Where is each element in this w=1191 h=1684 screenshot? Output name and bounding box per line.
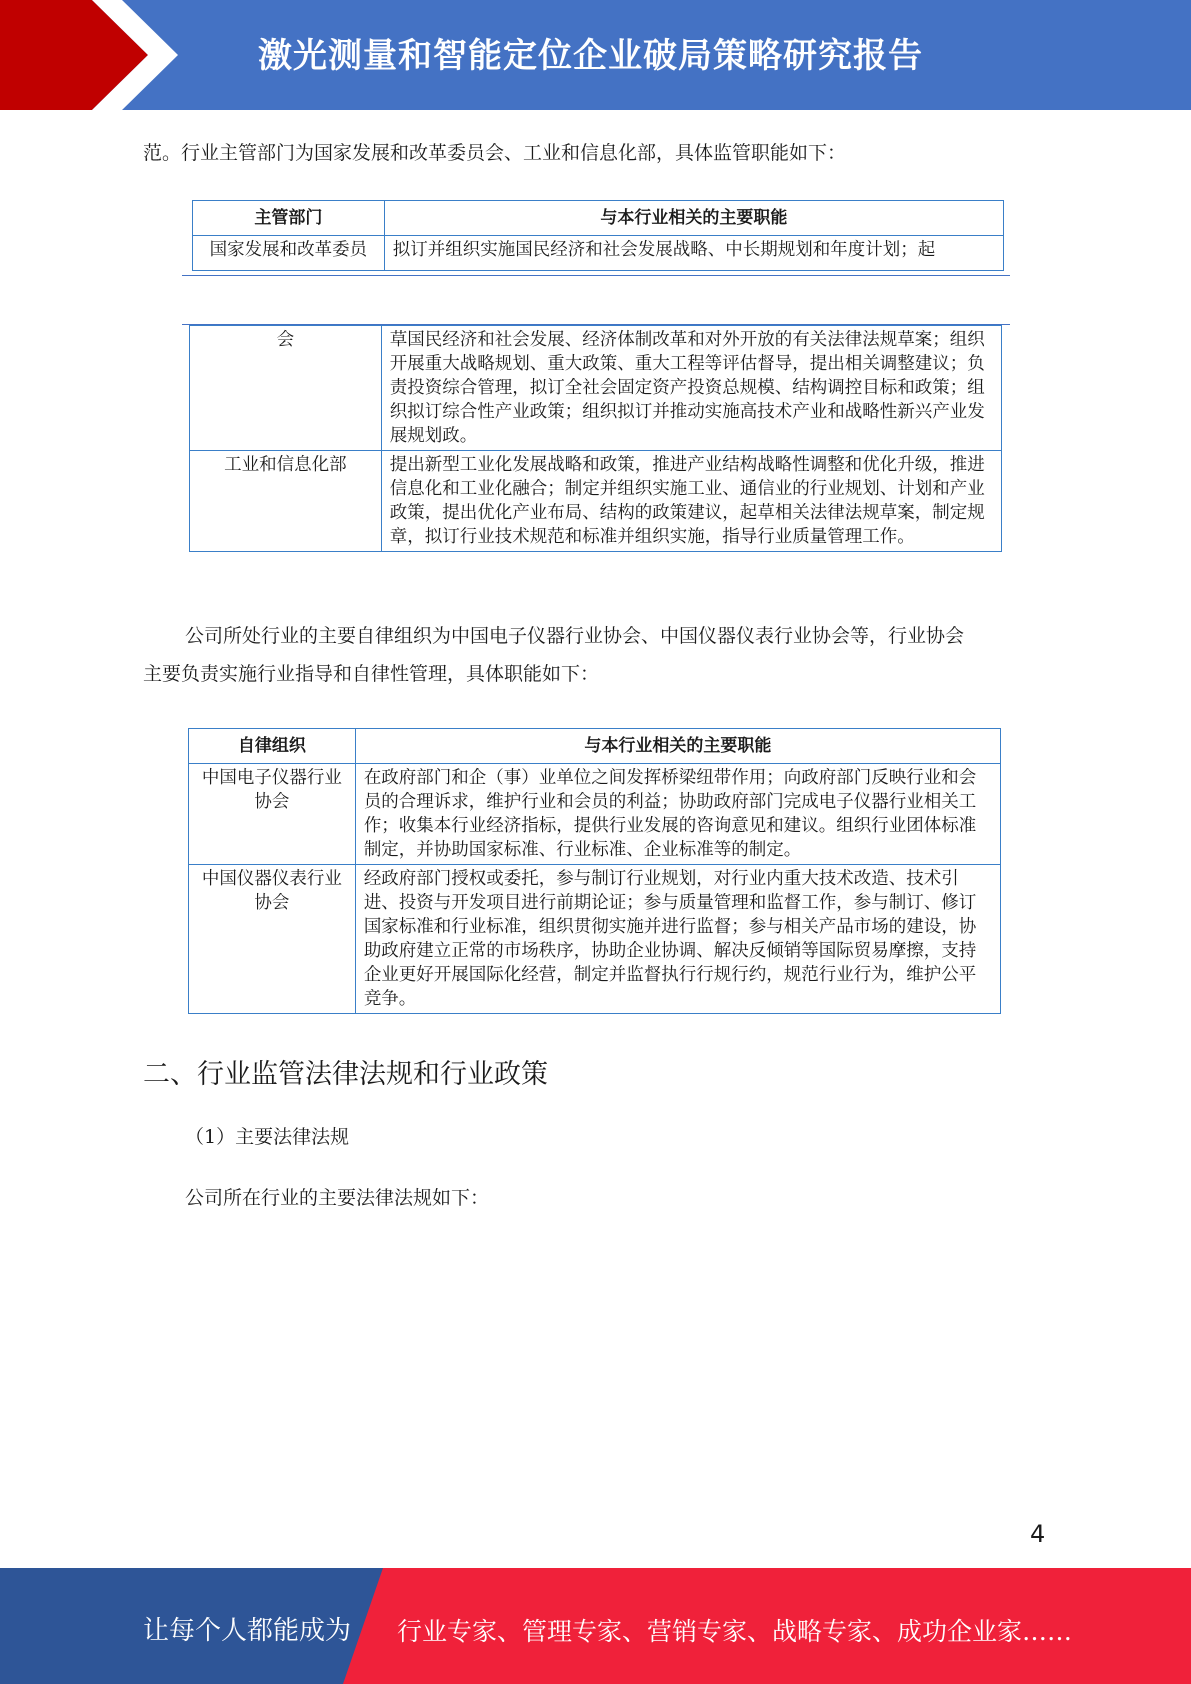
footer-slogan-right: 行业专家、管理专家、营销专家、战略专家、成功企业家…… (397, 1617, 1073, 1646)
page-footer (0, 1568, 1191, 1684)
table2-cell-org: 中国仪器仪表行业协会 (189, 865, 356, 1014)
table2-header-org: 自律组织 (189, 729, 356, 764)
table-page-break-line (182, 275, 1010, 276)
paragraph-line: 公司所处行业的主要自律组织为中国电子仪器行业协会、中国仪器仪表行业协会等，行业协会 (185, 625, 965, 647)
page-header (0, 0, 1191, 110)
table1-cell-duty: 拟订并组织实施国民经济和社会发展战略、中长期规划和年度计划；起 (384, 236, 1003, 271)
table1-cell-duty: 提出新型工业化发展战略和政策，推进产业结构战略性调整和优化升级，推进信息化和工业化融合；制定并组织实施工业、通信业的行业规划、计划和产业政策，提出优化产业布局、结构的政策建议，起草相关法律法规草案，制定规章，拟订行业技术规范和标准并组织实施，指导行业质量管理工作。 (381, 451, 1001, 552)
subsection-heading: （1）主要法律法规 (185, 1126, 350, 1148)
table-row (190, 326, 1002, 451)
table2-cell-duty: 在政府部门和企（事）业单位之间发挥桥梁纽带作用；向政府部门反映行业和会员的合理诉求，维护行业和会员的利益；协助政府部门完成电子仪器行业相关工作；收集本行业经济指标，提供行业发展的咨询意见和建议。组织行业团体标准制定，并协助国家标准、行业标准、企业标准等的制定。 (355, 764, 1000, 865)
table-row (189, 865, 1001, 1014)
table2-header-duty: 与本行业相关的主要职能 (355, 729, 1000, 764)
authority-table-part1 (192, 200, 1004, 271)
report-title: 激光测量和智能定位企业破局策略研究报告 (258, 36, 923, 76)
table2-cell-duty: 经政府部门授权或委托，参与制订行业规划，对行业内重大技术改造、技术引进、投资与开发项目进行前期论证；参与质量管理和监督工作，参与制订、修订国家标准和行业标准，组织贯彻实施并进行监督；参与相关产品市场的建设，协助政府建立正常的市场秩序，协助企业协调、解决反倾销等国际贸易摩擦，支持企业更好开展国际化经营，制定并监督执行行规行约，规范行业行为，维护公平竞争。 (355, 865, 1000, 1014)
table1-cell-dept: 国家发展和改革委员 (193, 236, 385, 271)
table2-cell-org: 中国电子仪器行业协会 (189, 764, 356, 865)
table1-cell-dept: 会 (190, 326, 382, 451)
table-row (190, 451, 1002, 552)
footer-slogan-left: 让每个人都能成为 (143, 1616, 352, 1646)
paragraph-line: 主要负责实施行业指导和自律性管理，具体职能如下： (143, 663, 600, 685)
intro-paragraph: 范。行业主管部门为国家发展和改革委员会、工业和信息化部，具体监管职能如下： (143, 142, 847, 164)
section-heading: 二、行业监管法律法规和行业政策 (143, 1059, 548, 1090)
table1-header-dept: 主管部门 (193, 201, 385, 236)
page-number: 4 (1030, 1520, 1046, 1548)
association-table (188, 728, 1001, 1014)
table1-header-duty: 与本行业相关的主要职能 (384, 201, 1003, 236)
section-paragraph: 公司所在行业的主要法律法规如下： (185, 1187, 490, 1209)
table1-cell-duty: 草国民经济和社会发展、经济体制改革和对外开放的有关法律法规草案；组织开展重大战略规划、重大政策、重大工程等评估督导，提出相关调整建议；负责投资综合管理，拟订全社会固定资产投资总规模、结构调控目标和政策；组织拟订综合性产业政策；组织拟订并推动实施高技术产业和战略性新兴产业发展规划政。 (381, 326, 1001, 451)
table-row (189, 764, 1001, 865)
table1-cell-dept: 工业和信息化部 (190, 451, 382, 552)
authority-table-part2 (189, 325, 1002, 552)
